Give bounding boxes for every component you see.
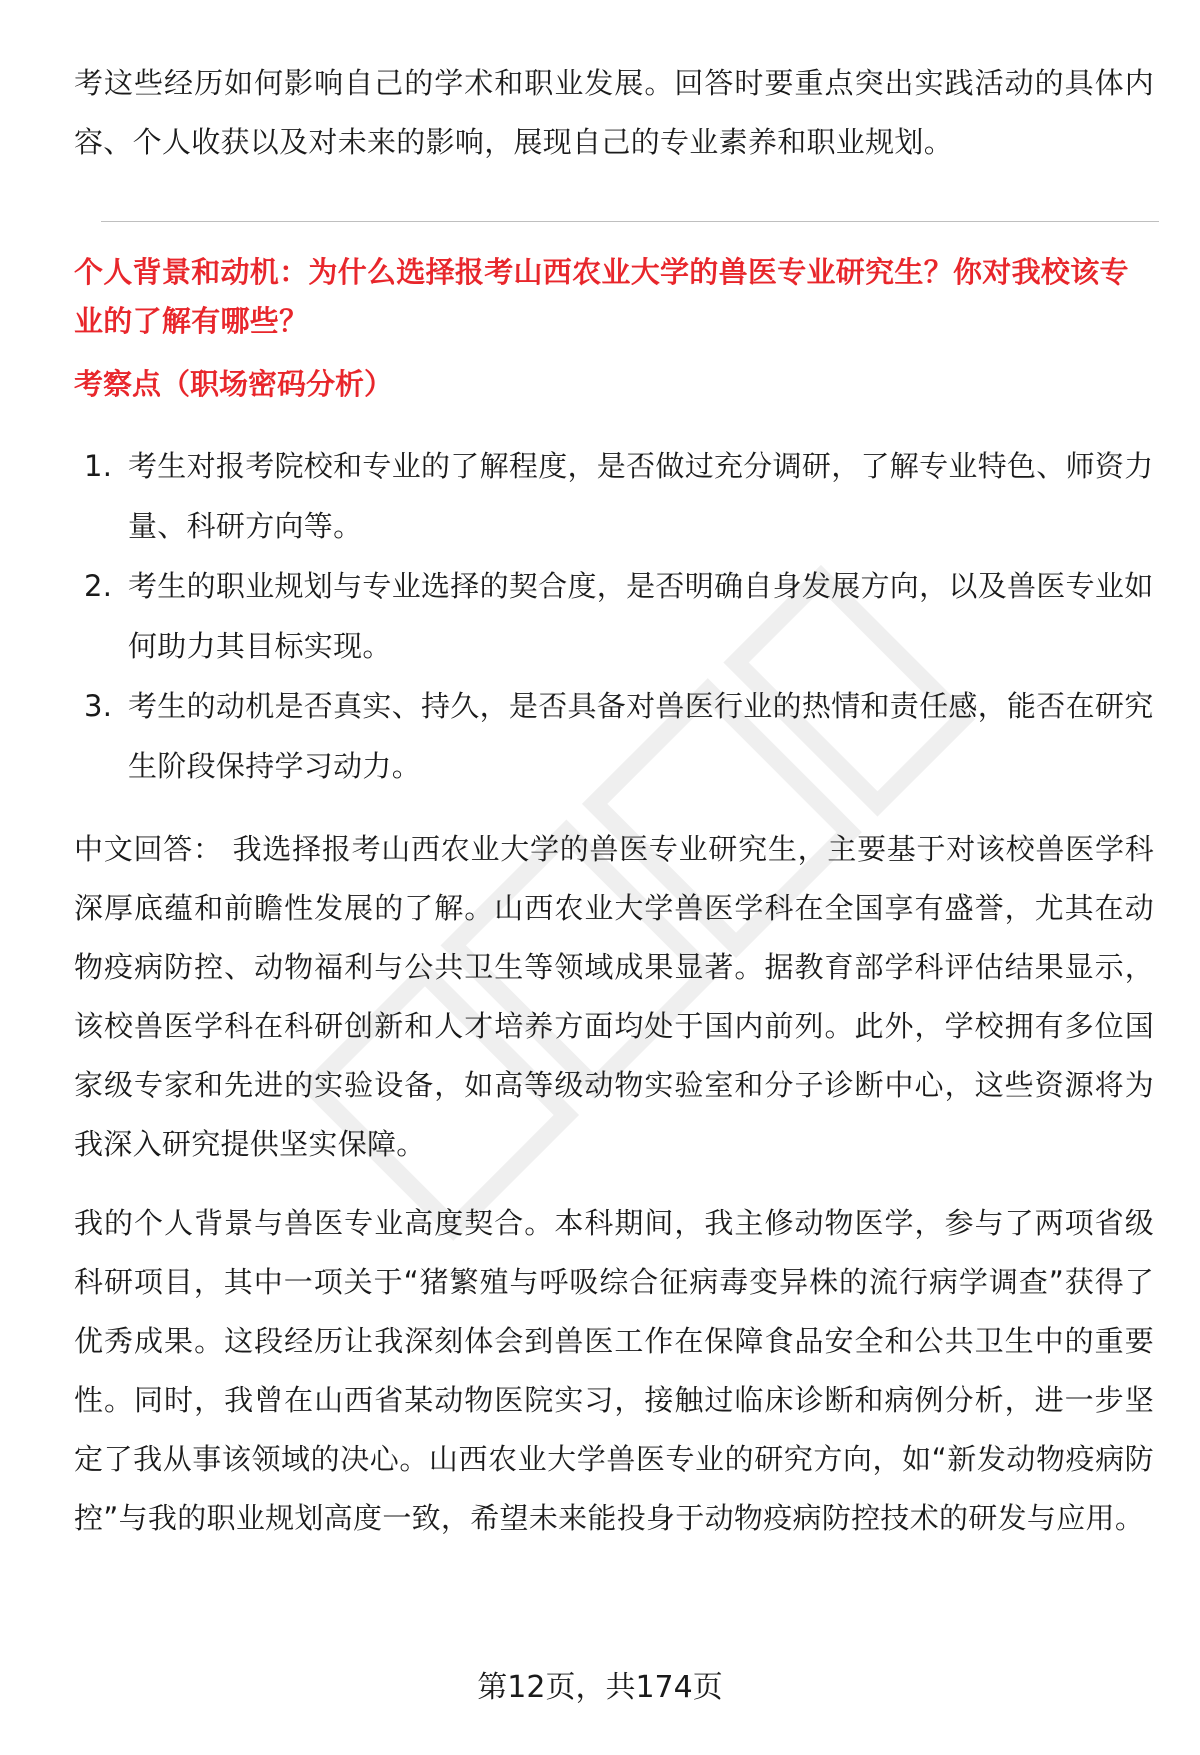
section-divider xyxy=(101,221,1159,222)
answer-paragraph-1: 中文回答： 我选择报考山西农业大学的兽医专业研究生，主要基于对该校兽医学科深厚底蕴和前瞻性发展的了解。山西农业大学兽医学科在全国享有盛誉，尤其在动物疫病防控、动物福利与公共卫生等领域成果显著。据教育部学科评估结果显示，该校兽医学科在科研创新和人才培养方面均处于国内前列。此外，学校拥有多位国家级专家和先进的实验设备，如高等级动物实验室和分子诊断中心，这些资源将为我深入研究提供坚实保障。 xyxy=(74,832,1154,1161)
question-heading: 个人背景和动机：为什么选择报考山西农业大学的兽医专业研究生？你对我校该专业的了解有哪些？ xyxy=(74,255,1129,338)
answer-section xyxy=(74,820,1154,1548)
list-item-number: 3. xyxy=(84,689,113,723)
answer-paragraph-2: 我的个人背景与兽医专业高度契合。本科期间，我主修动物医学，参与了两项省级科研项目，其中一项关于“猪繁殖与呼吸综合征病毒变异株的流行病学调查”获得了优秀成果。这段经历让我深刻体会到兽医工作在保障食品安全和公共卫生中的重要性。同时，我曾在山西省某动物医院实习，接触过临床诊断和病例分析，进一步坚定了我从事该领域的决心。山西农业大学兽医专业的研究方向，如“新发动物疫病防控”与我的职业规划高度一致，希望未来能投身于动物疫病防控技术的研发与应用。 xyxy=(74,1206,1154,1535)
list-item-number: 2. xyxy=(84,569,113,603)
list-item-text: 考生的动机是否真实、持久，是否具备对兽医行业的热情和责任感，能否在研究生阶段保持学习动力。 xyxy=(128,689,1154,783)
list-item-text: 考生的职业规划与专业选择的契合度，是否明确自身发展方向，以及兽医专业如何助力其目标实现。 xyxy=(128,569,1154,663)
list-item xyxy=(74,556,1154,676)
list-item-text: 考生对报考院校和专业的了解程度，是否做过充分调研，了解专业特色、师资力量、科研方向等。 xyxy=(128,449,1154,543)
page-number-footer: 第12页，共174页 xyxy=(477,1670,723,1705)
list-item xyxy=(74,676,1154,796)
analysis-section-title: 考察点（职场密码分析） xyxy=(74,367,394,401)
list-item-number: 1. xyxy=(84,449,113,483)
list-item xyxy=(74,436,1154,556)
intro-paragraph: 考这些经历如何影响自己的学术和职业发展。回答时要重点突出实践活动的具体内容、个人收获以及对未来的影响，展现自己的专业素养和职业规划。 xyxy=(74,66,1154,159)
analysis-points-list xyxy=(74,436,1154,796)
intro-section xyxy=(74,54,1154,172)
